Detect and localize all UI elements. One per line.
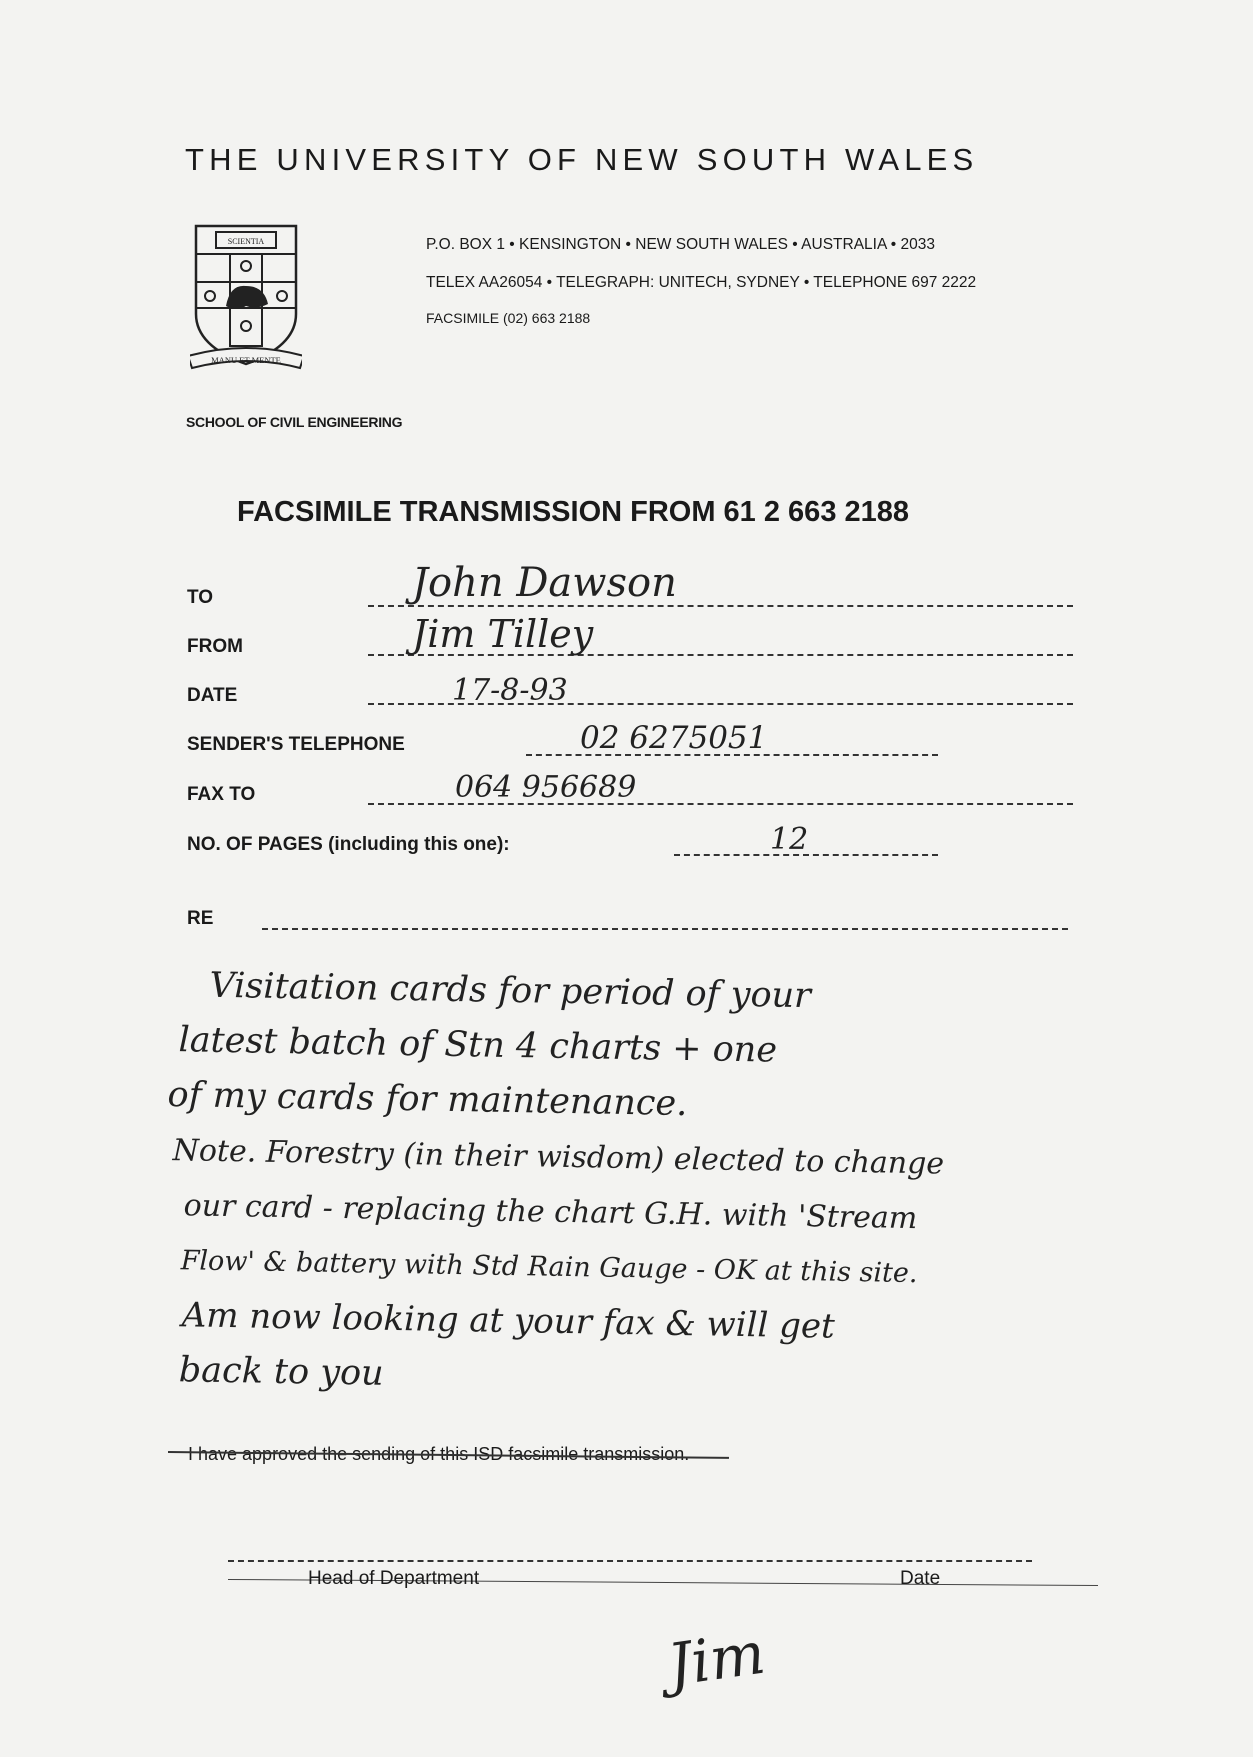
form-title: FACSIMILE TRANSMISSION FROM 61 2 663 2188 xyxy=(237,496,910,528)
date-value: 17-8-93 xyxy=(452,673,568,708)
message-line: Flow' & battery with Std Rain Gauge - OK at this site. xyxy=(180,1245,918,1290)
address-line-2: TELEX AA26054 • TELEGRAPH: UNITECH, SYDNEY • TELEPHONE 697 2222 xyxy=(426,274,977,291)
message-line: Visitation cards for period of your xyxy=(209,965,812,1017)
from-value: Jim Tilley xyxy=(412,612,594,656)
message-line: our card - replacing the chart G.H. with 'Stream xyxy=(183,1188,918,1237)
message-line: back to you xyxy=(178,1350,384,1394)
message-line: Note. Forestry (in their wisdom) elected to change xyxy=(172,1133,945,1182)
head-of-department-label: Head of Department xyxy=(308,1568,480,1589)
from-label: FROM xyxy=(187,636,243,657)
approval-statement xyxy=(188,1444,689,1465)
phone-value: 02 6275051 xyxy=(580,720,768,756)
re-label: RE xyxy=(187,908,214,929)
date-footer-label: Date xyxy=(900,1568,941,1589)
phone-label: SENDER'S TELEPHONE xyxy=(187,734,405,755)
fax-value: 064 956689 xyxy=(455,770,637,805)
to-value: John Dawson xyxy=(412,560,677,606)
university-name: THE UNIVERSITY OF NEW SOUTH WALES xyxy=(185,142,979,177)
handwritten-message xyxy=(162,958,1180,1416)
crest-banner: SCIENTIA xyxy=(227,237,265,246)
message-line: of my cards for maintenance. xyxy=(167,1074,688,1125)
re-line xyxy=(262,928,1068,930)
fax-label: FAX TO xyxy=(187,784,256,805)
address-line-1: P.O. BOX 1 • KENSINGTON • NEW SOUTH WALES • AUSTRALIA • 2033 xyxy=(426,236,935,253)
message-line: Am now looking at your fax & will get xyxy=(181,1295,836,1347)
address-line-3: FACSIMILE (02) 663 2188 xyxy=(426,310,591,326)
message-line: latest batch of Stn 4 charts + one xyxy=(178,1020,778,1071)
university-crest-icon xyxy=(190,222,302,374)
pages-label: NO. OF PAGES (including this one): xyxy=(187,834,510,855)
signature-line xyxy=(228,1560,1032,1562)
approval-text: I have approved the sending of this ISD facsimile transmission. xyxy=(188,1444,690,1464)
date-label: DATE xyxy=(187,685,238,706)
signature: Jim xyxy=(663,1618,770,1700)
school-name: SCHOOL OF CIVIL ENGINEERING xyxy=(186,414,403,430)
crest-motto: MANU ET MENTE xyxy=(211,355,281,365)
to-label: TO xyxy=(187,587,214,608)
pages-value: 12 xyxy=(770,822,809,857)
